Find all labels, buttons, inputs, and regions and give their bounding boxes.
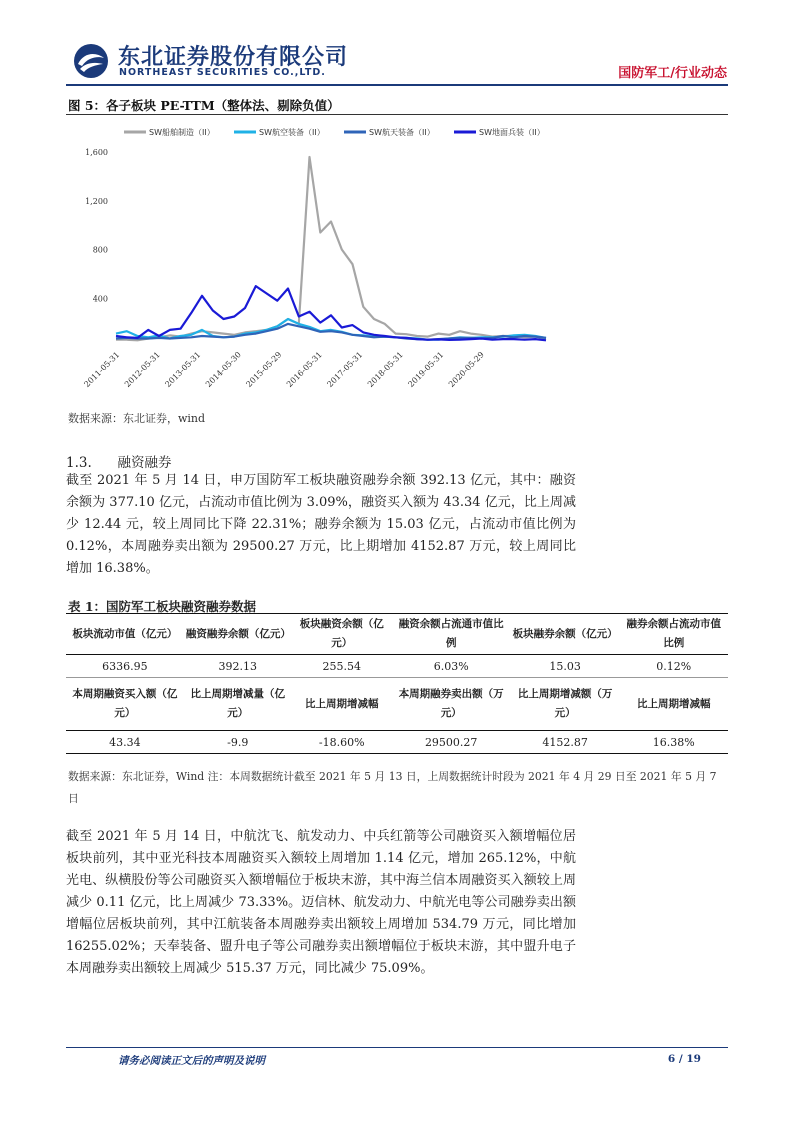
table-cell: 4152.87 xyxy=(511,731,620,754)
table-row xyxy=(66,731,728,754)
x-tick-label: 2012-05-31 xyxy=(122,350,162,390)
company-logo-icon xyxy=(72,42,110,80)
table-cell: 255.54 xyxy=(322,659,361,673)
table-header-cell: 板块融券余额（亿元） xyxy=(511,614,620,655)
legend-label: SW船舶制造（II） xyxy=(149,128,215,137)
figure-source: 数据来源：东北证券，wind xyxy=(68,412,206,425)
table-header-cell: 本周期融资买入额（亿元） xyxy=(66,678,184,731)
company-name-cn: 东北证券股份有限公司 xyxy=(118,45,349,70)
x-tick-label: 2016-05-31 xyxy=(284,350,324,390)
margin-trading-table xyxy=(66,613,728,754)
table-cell: 6.03% xyxy=(433,659,469,673)
table-header-cell: 融资余额占流通市值比例 xyxy=(392,614,511,655)
section-title: 1.3. 融资融券 xyxy=(66,455,172,471)
x-tick-label: 2018-05-31 xyxy=(365,350,405,390)
table-cell: 0.12% xyxy=(656,659,692,673)
table-row xyxy=(66,655,728,678)
table-cell: 392.13 xyxy=(218,659,258,673)
table-header-cell: 板块融资余额（亿元） xyxy=(292,614,392,655)
y-tick-label: 1,200 xyxy=(85,196,108,206)
x-tick-label: 2019-05-31 xyxy=(406,350,446,390)
table-cell: 15.03 xyxy=(549,659,581,673)
x-tick-label: 2014-05-30 xyxy=(203,350,243,390)
table-cell: 16.38% xyxy=(620,731,728,754)
y-tick-label: 1,600 xyxy=(85,148,108,158)
x-tick-label: 2015-05-29 xyxy=(244,350,284,390)
table-header-cell: 本周期融券卖出额（万元） xyxy=(392,678,511,731)
table-header-row xyxy=(66,614,728,655)
table-header-cell: 融券余额占流动市值比例 xyxy=(620,614,728,655)
table-cell: -18.60% xyxy=(292,731,392,754)
table-header-cell: 比上周期增减额（万元） xyxy=(511,678,620,731)
table-header-cell: 融资融券余额（亿元） xyxy=(184,614,292,655)
table-header-row xyxy=(66,678,728,731)
figure-title: 图 5：各子板块 PE-TTM（整体法、剔除负值） xyxy=(68,98,340,113)
y-tick-label: 400 xyxy=(92,294,108,304)
legend-label: SW地面兵装（II） xyxy=(479,128,545,137)
table-cell: 43.34 xyxy=(66,731,184,754)
x-tick-label: 2017-05-31 xyxy=(325,350,365,390)
pe-ttm-line-chart xyxy=(66,118,556,406)
table-header-cell: 比上周期增减幅 xyxy=(620,678,728,731)
legend-label: SW航空装备（II） xyxy=(259,128,325,137)
figure-divider xyxy=(66,114,728,115)
x-tick-label: 2011-05-31 xyxy=(82,350,122,390)
y-tick-label: 800 xyxy=(92,245,108,255)
table-header-cell: 比上周期增减量（亿元） xyxy=(184,678,292,731)
section-paragraph-2: 截至 2021 年 5 月 14 日，中航沈飞、航发动力、中兵红箭等公司融资买入额增幅位居板块前列，其中亚光科技本周融资买入额较上周增加 1.14 亿元，增加 265.12%，中航光电、纵横股份等公司融资买入额增幅位于板块末游，其中海兰信本周融资买入额较上周减少 0.11 亿元，比上周减少 73.33%。迈信林、航发动力、中航光电等公司融券卖出额增幅位居板块前列，其中江航装备本周融券卖出额较上周增加 534.79 万元，同比增加 16255.02%；天奉装备、盟升电子等公司融券卖出额增幅位于板块末游，其中盟升电子本周融券卖出额较上周减少 515.37 万元，同比减少 75.09%。 xyxy=(66,829,576,976)
header-divider xyxy=(66,84,728,86)
table-cell: -9.9 xyxy=(184,731,292,754)
page-number: 6 / 19 xyxy=(667,1053,701,1065)
x-tick-label: 2020-05-29 xyxy=(446,350,486,390)
footer-divider xyxy=(66,1047,728,1048)
table-source-note: 数据来源：东北证券，Wind 注：本周数据统计截至 2021 年 5 月 13 日，上周数据统计时段为 2021 年 4 月 29 日至 2021 年 5 月 7 日 xyxy=(68,770,717,805)
x-tick-label: 2013-05-31 xyxy=(163,350,203,390)
legend-label: SW航天装备（II） xyxy=(369,128,435,137)
section-paragraph-1: 截至 2021 年 5 月 14 日，申万国防军工板块融资融券余额 392.13 亿元，其中：融资余额为 377.10 亿元，占流动市值比例为 3.09%，融资买入额为 43.34 亿元，比上周减少 12.44 元，较上周同比下降 22.31%；融券余额为 15.03 亿元，占流动市值比例为 0.12%，本周融券卖出额为 29500.27 万元，比上期增加 4152.87 万元，较上周同比增加 16.38%。 xyxy=(66,473,576,576)
table-cell: 29500.27 xyxy=(392,731,511,754)
footer-disclaimer: 请务必阅读正文后的声明及说明 xyxy=(118,1055,265,1067)
table-cell: 6336.95 xyxy=(102,659,148,673)
table-header-cell: 板块流动市值（亿元） xyxy=(66,614,184,655)
series-line xyxy=(116,157,546,340)
company-name-en: NORTHEAST SECURITIES CO.,LTD. xyxy=(119,67,326,78)
table-title: 表 1：国防军工板块融资融券数据 xyxy=(68,599,257,614)
report-type: 国防军工/行业动态 xyxy=(618,66,727,81)
table-header-cell: 比上周期增减幅 xyxy=(292,678,392,731)
